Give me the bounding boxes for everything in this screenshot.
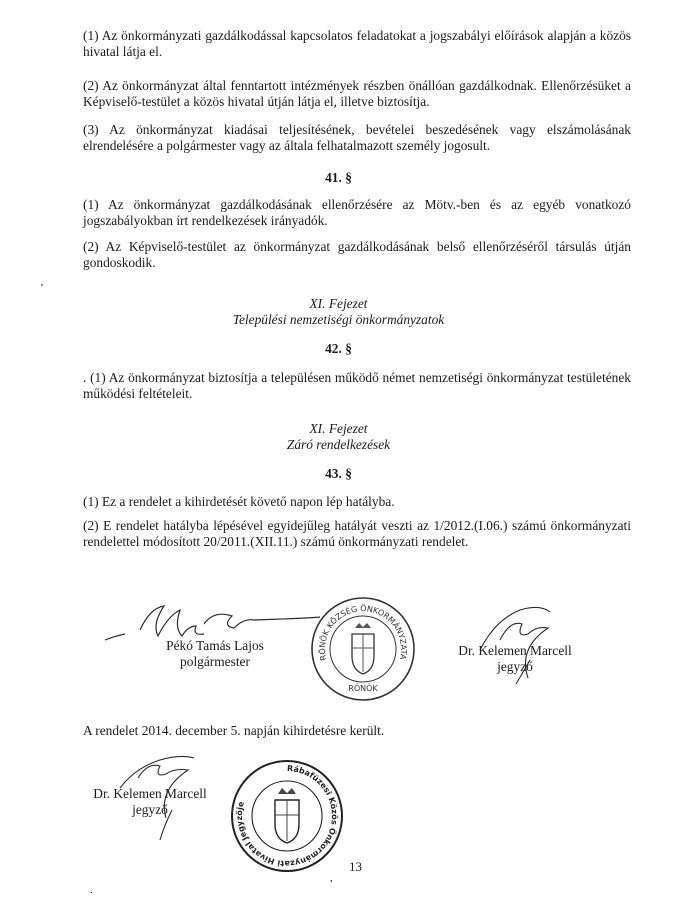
office-seal: [228, 757, 346, 875]
paragraph-43-1: (1) Ez a rendelet a kihirdetését követő napon lép hatályba.: [83, 494, 395, 509]
notary-title-2: jegyző: [132, 802, 168, 817]
seal-ring-text: RÖNÖK KÖZSÉG ÖNKORMÁNYZATA: [317, 604, 409, 662]
chapter-title: Települési nemzetiségi önkormányzatok: [232, 312, 445, 327]
scan-speck: .: [90, 884, 93, 896]
seal2-ring-text: Rábafüzesi Közös Önkormányzati Hivatal Jegyzője: [234, 763, 339, 869]
paragraph-43-2: (2) E rendelet hatályba lépésével egyidejűleg hatályát veszti az 1/2012.(I.06.) számú önkormányzati rendelettel módosított 20/2011.(XII.11.) számú önkormányzati rendelet.: [83, 518, 631, 549]
page-number: 13: [349, 859, 362, 874]
paragraph-41-2: (2) Az Képviselő-testület az önkormányzat gazdálkodásának belső ellenőrzéséről társulás útján gondoskodik.: [83, 239, 631, 270]
paragraph-40-2: (2) Az önkormányzat által fenntartott intézmények részben önállóan gazdálkodnak. Ellenőrzésüket a Képviselő-testület a közös hivatal útján látja el, illetve biztosítja.: [83, 78, 631, 109]
paragraph-42-1: . (1) Az önkormányzat biztosítja a településen működő német nemzetiségi önkormányzat testületének működési feltételeit.: [83, 370, 631, 401]
section-43-heading: 43. §: [325, 466, 352, 481]
paragraph-40-1: (1) Az önkormányzati gazdálkodással kapcsolatos feladatokat a jogszabályi előírások alapján a közös hivatal látja el.: [83, 28, 631, 59]
section-42-heading: 42. §: [325, 341, 352, 356]
chapter-title: Záró rendelkezések: [286, 437, 391, 452]
scan-speck: ’: [40, 282, 44, 294]
municipal-seal: [308, 594, 418, 704]
paragraph-41-1: (1) Az önkormányzat gazdálkodásának ellenőrzésére az Mötv.-ben és az egyéb vonatkozó jogszabályokban írt rendelkezések irányadók.: [83, 197, 631, 228]
section-41-heading: 41. §: [325, 170, 352, 185]
chapter-number: XI. Fejezet: [309, 421, 368, 436]
seal-bottom-text: RÖNÖK: [348, 684, 378, 693]
scan-speck: ,: [330, 872, 333, 884]
notary-name: Dr. Kelemen Marcell: [458, 643, 572, 658]
notary-block-2: [85, 786, 215, 818]
chapter-number: XI. Fejezet: [309, 296, 368, 311]
mayor-block: [140, 638, 290, 670]
notary-name-2: Dr. Kelemen Marcell: [93, 786, 207, 801]
promulgation-note: A rendelet 2014. december 5. napján kihirdetésre került.: [83, 723, 385, 738]
notary-block: [450, 643, 580, 675]
mayor-name: Pékó Tamás Lajos: [166, 638, 264, 653]
mayor-title: polgármester: [180, 654, 250, 669]
notary-title: jegyző: [497, 659, 533, 674]
paragraph-40-3: (3) Az önkormányzat kiadásai teljesítésének, bevételei beszedésének vagy elszámolásának elrendelésére a polgármester vagy az általa felhatalmazott személy jogosult.: [83, 122, 631, 153]
